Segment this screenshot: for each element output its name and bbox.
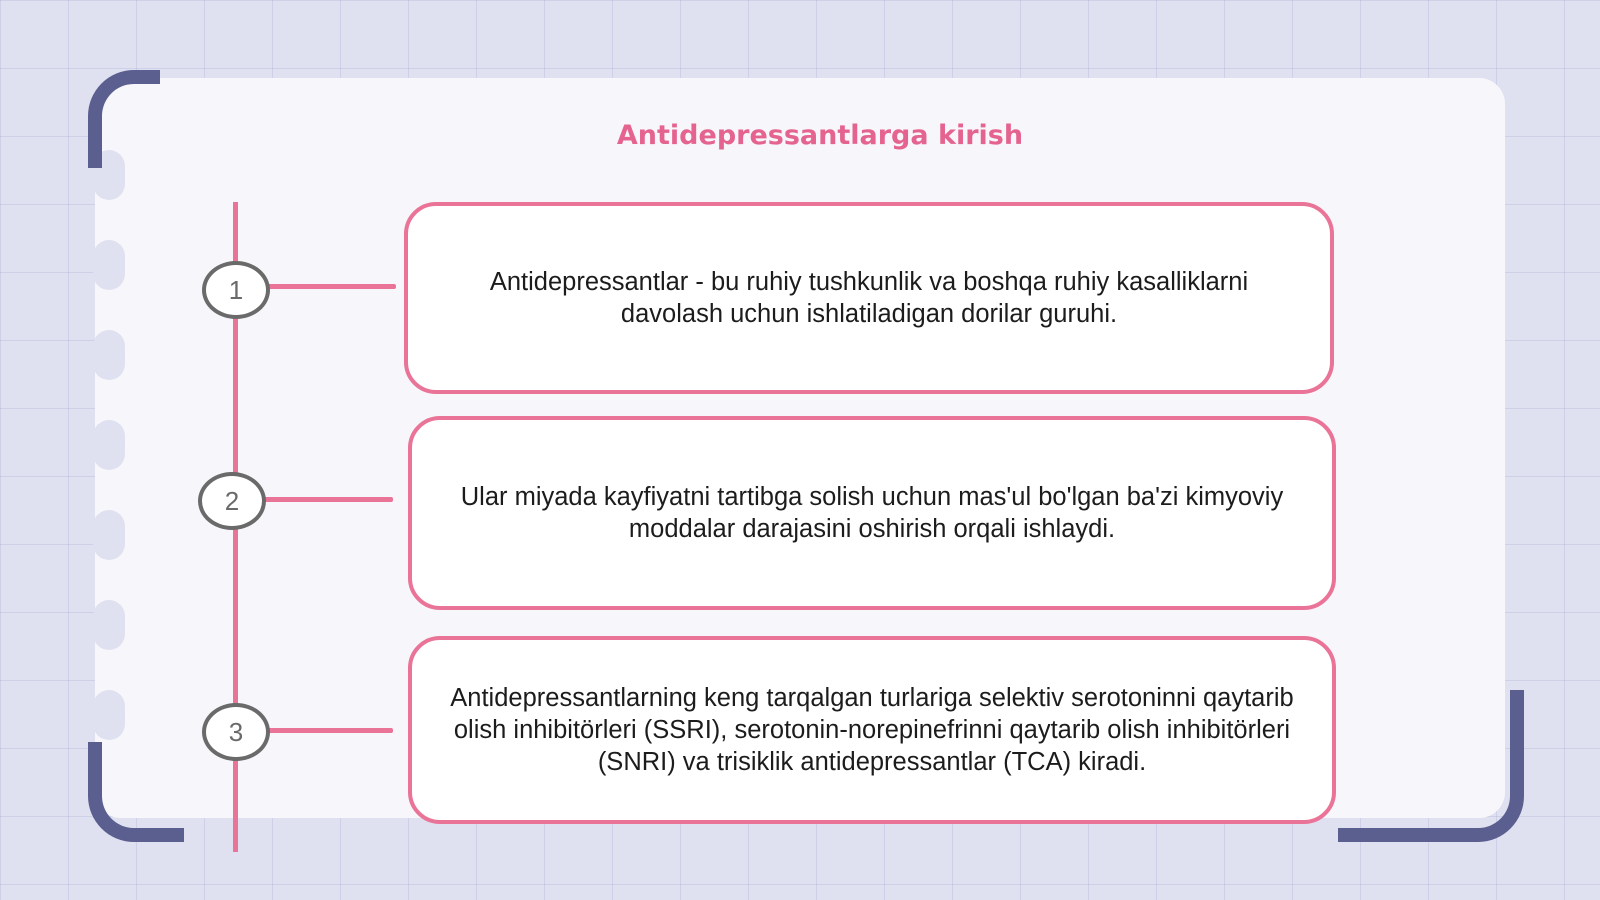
paper-edge-notch <box>93 510 125 560</box>
step-description: Antidepressantlar - bu ruhiy tushkunlik va boshqa ruhiy kasalliklarni davolash uchun ishlatiladigan dorilar guruhi. <box>489 268 1249 328</box>
paper-edge-notch <box>93 420 125 470</box>
step-card <box>408 416 1336 610</box>
corner-bracket-bottom-right <box>1338 690 1524 842</box>
paper-edge-notch <box>93 690 125 740</box>
slide-title: Antidepressantlarga kirish <box>616 120 1024 151</box>
corner-bracket-top-left <box>88 70 160 168</box>
paper-edge-notch <box>93 240 125 290</box>
corner-bracket-bottom-left <box>88 742 184 842</box>
step-description: Antidepressantlarning keng tarqalgan turlariga selektiv serotoninni qaytarib olish inhibitörleri (SSRI), serotonin-norepinefrinni qaytarib olish inhibitörleri (SNRI) va trisiklik antidepressantlar (TCA) kiradi. <box>450 684 1294 776</box>
timeline-connector <box>263 497 393 502</box>
step-number-badge: 3 <box>202 703 270 761</box>
step-card <box>404 202 1334 394</box>
step-number-badge: 2 <box>198 472 266 530</box>
timeline-connector <box>266 728 393 733</box>
paper-edge-notch <box>93 330 125 380</box>
step-number-badge: 1 <box>202 261 270 319</box>
step-card <box>408 636 1336 824</box>
timeline-connector <box>266 284 396 289</box>
step-description: Ular miyada kayfiyatni tartibga solish uchun mas'ul bo'lgan ba'zi kimyoviy moddalar darajasini oshirish orqali ishlaydi. <box>460 483 1284 543</box>
paper-edge-notch <box>93 600 125 650</box>
